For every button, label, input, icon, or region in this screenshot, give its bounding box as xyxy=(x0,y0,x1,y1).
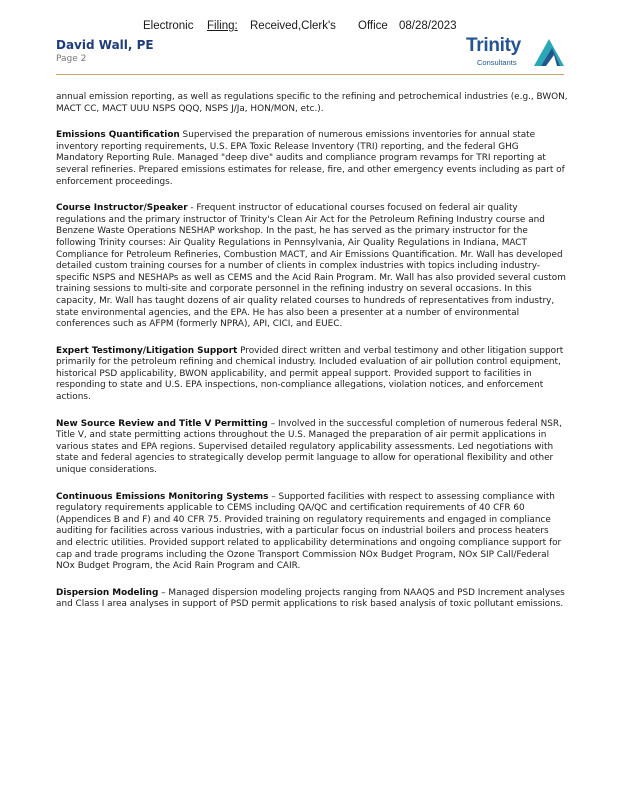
header-divider xyxy=(56,74,564,75)
document-body xyxy=(56,92,568,626)
stamp-date: 08/28/2023 xyxy=(399,20,457,32)
logo-name: Trinity xyxy=(466,35,521,56)
page-number: Page 2 xyxy=(56,54,87,64)
electronic-filing-stamp xyxy=(0,20,618,34)
paragraph-heading: Dispersion Modeling xyxy=(56,587,159,598)
paragraph-text: Supervised the preparation of numerous emissions inventories for annual state inventory reporting requirements, U.S. EPA Toxic Release Inventory (TRI) reporting, and the federal GHG Mandatory Reporting Rule. Managed "deep dive" audits and compliance program revamps for TRI reporting at several refineries. Prepared emissions estimates for release, fire, and other emergency events including as part of enforcement proceedings. xyxy=(56,130,565,187)
paragraph-cems xyxy=(56,492,568,573)
paragraph-heading: Continuous Emissions Monitoring Systems xyxy=(56,491,269,502)
paragraph-dispersion-modeling xyxy=(56,588,568,611)
paragraph-heading: Expert Testimony/Litigation Support xyxy=(56,345,238,356)
logo-triangle-icon xyxy=(532,36,566,68)
paragraph-text: – Involved in the successful completion of numerous federal NSR, Title V, and state permitting actions throughout the U.S. Managed the preparation of air permit applications in various states and EPA regions. Supervised detailed regulatory applicability assessments. Led negotiations with state and federal agencies to strategically develop permit language to allow for operational flexibility and other unique considerations. xyxy=(56,418,562,476)
paragraph-text: Provided direct written and verbal testimony and other litigation support primarily for the petroleum refining and chemical industry. Included evaluation of air pollution control equipment, historical PSD applicability, BWON applicability, and permit appeal support. Provided support to facilities in responding to state and U.S. EPA inspections, non-compliance allegations, violation notices, and enforcement actions. xyxy=(56,345,564,403)
paragraph-emissions-quantification xyxy=(56,130,568,188)
stamp-filing: Filing: xyxy=(207,20,238,32)
stamp-office: Office xyxy=(358,20,388,32)
company-logo xyxy=(466,34,566,70)
paragraph-heading: Emissions Quantification xyxy=(56,130,180,141)
paragraph-continuation xyxy=(56,92,568,115)
stamp-electronic: Electronic xyxy=(143,20,194,32)
paragraph-nsr-title-v xyxy=(56,419,568,477)
paragraph-heading: New Source Review and Title V Permitting xyxy=(56,418,268,429)
paragraph-expert-testimony xyxy=(56,346,568,404)
paragraph-course-instructor xyxy=(56,203,568,331)
paragraph-text: annual emission reporting, as well as regulations specific to the refining and petrochemical industries (e.g., BWON, MACT CC, MACT UUU NSPS QQQ, NSPS J/Ja, HON/MON, etc.). xyxy=(56,92,568,114)
stamp-received: Received,Clerk's xyxy=(250,20,336,32)
author-name: David Wall, PE xyxy=(56,38,154,52)
paragraph-text: – Managed dispersion modeling projects ranging from NAAQS and PSD Increment analyses and Class I area analyses in support of PSD permit applications to risk based analysis of toxic pollutant emissions. xyxy=(56,587,565,610)
logo-subtitle: Consultants xyxy=(477,58,517,67)
paragraph-heading: Course Instructor/Speaker xyxy=(56,203,188,214)
paragraph-text: - Frequent instructor of educational courses focused on federal air quality regulations and the primary instructor of Trinity's Clean Air Act for the Petroleum Refining Industry course and Benzene Waste Operations NESHAP workshop. In the past, he has served as the primary instructor for the following Trinity courses: Air Quality Regulations in Pennsylvania, Air Quality Regulations in Indiana, MACT Compliance for Petroleum Refineries, Combustion MACT, and Air Emissions Quantification. Mr. Wall has developed detailed custom training courses for a number of clients in complex industries with topics including industry-specific NSPS and NESHAPs as well as CEMS and the Acid Rain Program. Mr. Wall has also provided several custom training sessions to multi-site and corporate personnel in the refining industry on several occasions. In this capacity, Mr. Wall has taught dozens of air quality related courses to hundreds of representatives from industry, state environmental agencies, and the EPA. He has also been a presenter at a number of environmental conferences such as AFPM (formerly NPRA), API, CICI, and EUEC. xyxy=(56,203,566,330)
paragraph-text: – Supported facilities with respect to assessing compliance with regulatory requirements applicable to CEMS including QA/QC and certification requirements of 40 CFR 60 (Appendices B and F) and 40 CFR 75. Provided training on regulatory requirements and engaged in compliance auditing for facilities across various industries, with a particular focus on industrial boilers and process heaters and electric utilities. Provided support related to applicability determinations and ongoing compliance support for cap and trade programs including the Ozone Transport Commission NOx Budget Program, NOx SIP Call/Federal NOx Budget Program, the Acid Rain Program and CAIR. xyxy=(56,491,562,572)
